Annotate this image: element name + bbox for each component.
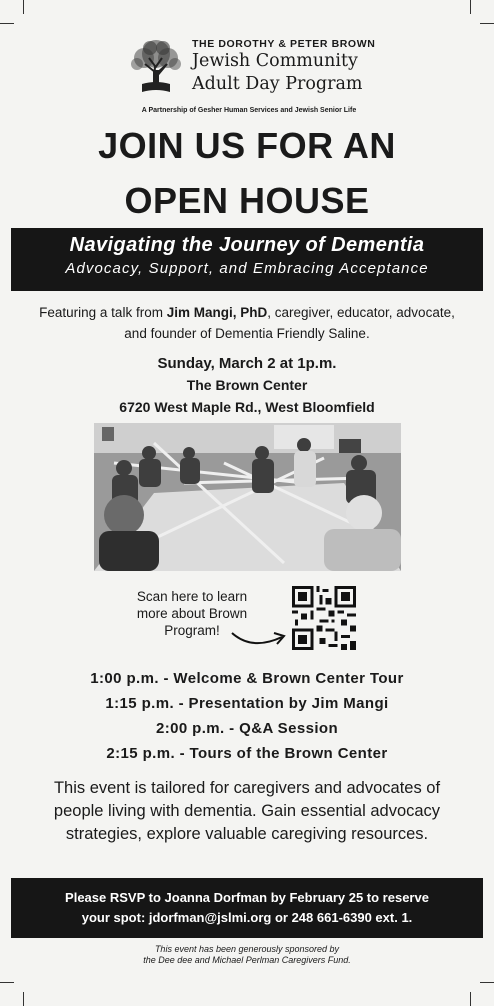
feature-text [30,302,464,344]
topic-banner [11,228,483,291]
logo-line2: Jewish Community [192,51,358,71]
event-date: Sunday, March 2 at 1p.m. [157,355,337,372]
schedule-item: 1:00 p.m. - Welcome & Brown Center Tour [90,670,404,687]
speaker-name: Jim Mangi, PhD [166,305,268,320]
headline-line1: JOIN US FOR AN [98,125,396,166]
rsvp-line1: Please RSVP to Joanna Dorfman by February 25 to reserve [65,890,429,905]
crop-mark [23,0,24,14]
scan-instructions: Scan here to learn more about Brown Program! [136,589,248,638]
crop-mark [0,982,14,983]
curved-arrow-icon [228,627,288,649]
crop-mark [480,23,494,24]
banner-subtitle: Advocacy, Support, and Embracing Acceptance [65,260,429,277]
sponsor-line1: This event has been generously sponsored by [154,944,340,954]
banner-title: Navigating the Journey of Dementia [69,234,425,256]
partnership-text: A Partnership of Gesher Human Services and Jewish Senior Life [141,107,357,114]
logo-line3: Adult Day Program [192,74,363,94]
feature-prefix: Featuring a talk from [39,305,167,320]
rsvp-line2[interactable]: your spot: jdorfman@jslmi.org or 248 661-6390 ext. 1. [81,910,413,925]
logo-line1: THE DOROTHY & PETER BROWN [192,38,376,50]
program-logo [124,36,374,116]
crop-mark [470,0,471,14]
schedule-item: 1:15 p.m. - Presentation by Jim Mangi [105,695,389,712]
sponsor-line2: the Dee dee and Michael Perlman Caregivers Fund. [143,955,351,965]
event-address: 6720 West Maple Rd., West Bloomfield [119,399,375,415]
crop-mark [470,992,471,1006]
event-place: The Brown Center [186,377,308,393]
crop-mark [23,992,24,1006]
headline-line2: OPEN HOUSE [124,180,370,221]
schedule-item: 2:15 p.m. - Tours of the Brown Center [106,745,388,762]
crop-mark [480,982,494,983]
event-description: This event is tailored for caregivers and advocates of people living with dementia. Gain essential advocacy strategies, explore valuable caregiving resources. [53,779,441,843]
sponsor-note [0,944,494,966]
tree-icon [124,36,188,100]
feature-suffix: , caregiver, educator, advocate, and founder of Dementia Friendly Saline. [124,305,455,341]
group-activity-photo [94,423,401,571]
crop-mark [0,23,14,24]
rsvp-banner [11,878,483,938]
qr-code-icon[interactable] [292,586,356,650]
schedule-item: 2:00 p.m. - Q&A Session [155,720,339,737]
